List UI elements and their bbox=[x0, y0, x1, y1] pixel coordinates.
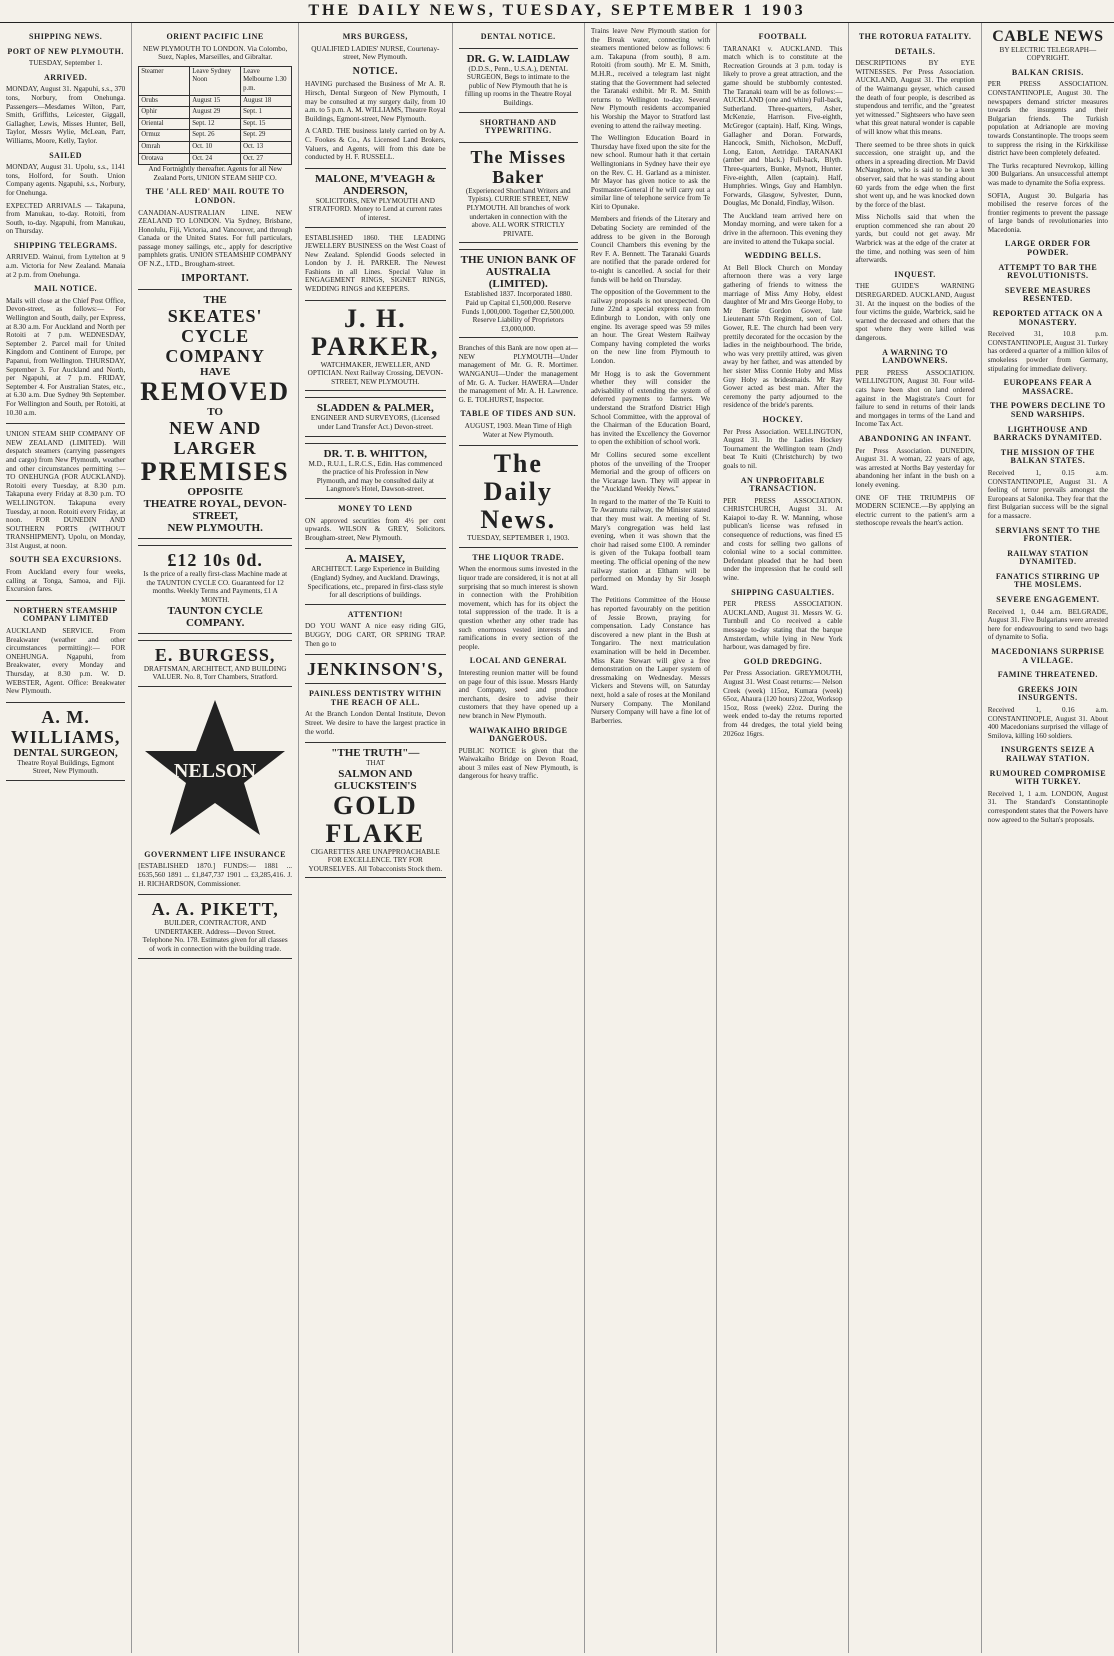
whitton-ad bbox=[305, 443, 446, 499]
dentistry-text: At the Branch London Dental Institute, Devon Street. We desire to have the largest practice in the world. bbox=[305, 710, 446, 736]
laidlaw-text: (D.D.S., Penn., U.S.A.), DENTAL SURGEON, Begs to intimate to the public of New Plymouth that he is filling up rooms in the Theatre Royal Buildings. bbox=[464, 64, 572, 107]
cable-news-heading: CABLE NEWS bbox=[992, 28, 1104, 45]
expected-arrivals: EXPECTED ARRIVALS — Takapuna, from Manukau, to-day. Rotoiti, from South, to-day. Ngapuhi, from Manukau, on Thursday. bbox=[6, 201, 126, 236]
wedding-heading: WEDDING BELLS. bbox=[744, 251, 822, 261]
notice-heading: NOTICE. bbox=[352, 65, 399, 77]
truth-heading: "THE TRUTH"— bbox=[331, 747, 420, 760]
news-paragraph: Members and friends of the Literary and Debating Society are reminded of the address to be given in the Borough Council Chambers this evening by the Rev F. A. Bennett. The Taranaki Guards are notified that the parade ordered for to-night is cancelled. A social for their funds will be held on Thursday. bbox=[590, 215, 711, 284]
table-cell: Ormuz bbox=[139, 130, 190, 142]
burgess-text: DRAFTSMAN, ARCHITECT, AND BUILDING VALUER. No. 8, Torr Chambers, Stratford. bbox=[143, 664, 287, 682]
paper-date: TUESDAY, SEPTEMBER 1, 1903. bbox=[467, 534, 570, 543]
shipping-casualties-heading: SHIPPING CASUALTIES. bbox=[731, 587, 835, 597]
canadian-line-text: CANADIAN-AUSTRALIAN LINE. NEW ZEALAND TO LONDON. Via Sydney, Brisbane, Honolulu, Fiji, Victoria, and Vancouver, and through Canada or the United States. For full particulars, passage money sailings, etc., apply for descriptive pamphlets gratis. UNION STEAMSHIP COMPANY OF N.Z., LTD., Brougham-street. bbox=[138, 208, 293, 269]
mail-notice-heading: MAIL NOTICE. bbox=[34, 284, 98, 294]
bridge-heading: WAIWAKAIHO BRIDGE DANGEROUS. bbox=[468, 725, 568, 744]
laidlaw-ad bbox=[459, 48, 578, 113]
balkan-heading: BALKAN CRISIS. bbox=[1011, 67, 1084, 77]
south-sea-heading: SOUTH SEA EXCURSIONS. bbox=[9, 555, 122, 565]
govt-insurance-heading: GOVERNMENT LIFE INSURANCE bbox=[144, 849, 286, 859]
orient-text: NEW PLYMOUTH TO LONDON. Via Colombo, Suez, Naples, Marseilles, and Gibraltar. bbox=[143, 44, 288, 62]
skeates-removed: REMOVED bbox=[140, 377, 291, 407]
rumoured-text: Received 1, 1 a.m. LONDON, August 31. The Standard's Constantinople correspondent states that the Powers have now agreed to the Sultan's proposals. bbox=[987, 789, 1108, 824]
misses-baker-text: (Experienced Shorthand Writers and Typists). CURRIE STREET, NEW PLYMOUTH. All branches of work undertaken in connection with the above. ALL WORK STRICTLY PRIVATE. bbox=[465, 186, 571, 238]
table-cell: August 18 bbox=[241, 96, 292, 108]
table-header: Steamer bbox=[139, 67, 190, 96]
williams-ad bbox=[6, 702, 125, 781]
balkan-text-3: SOFIA, August 30. Bulgaria has mobilised the reserve forces of the frontier regiments to prevent the passage of large bands of revolutionaries into Macedonia. bbox=[987, 191, 1108, 234]
union-bank-ad bbox=[459, 249, 578, 338]
mail-notice-text: Mails will close at the Chief Post Office, Devon-street, as follows:— For Wellington and South, daily, per Express, at 8.30 a.m. For Auckland and North per Rotoiti at 7 p.m. WEDNESDAY, September 2. Parcel mail for United Kingdom and Continent of Europe, per Papanui, from Wellington. THURSDAY, September 3. For Auckland and North, per Ngapuhi, at 7 p.m. FRIDAY, September 4. For Australian States, etc., at 6.30 a.m. Due Sydney 9th September. For Wellington and South, per Rotoiti, at 10.30 a.m. bbox=[6, 296, 126, 417]
news-paragraph: Trains leave New Plymouth station for the Break water, connecting with steamers mentioned below as follows: 6 a.m. Takapuna (from south), 8 a.m. Rotoiti (from south). Mr E. M. Smith, M.H.R., received a telegram last night stating that the Government had selected the Taranaki exhibit. Mr R. M. Smith returns to Wellington to-day. Several New Plymouth residents accompanied his Worship the Mayor to Stratford last evening to attend the railway meeting. bbox=[590, 27, 711, 130]
shipping-casualties-text: PER PRESS ASSOCIATION. AUCKLAND, August 31. Messrs W. G. Turnbull and Co received a cable message to-day stating that the barque Amsterdam, while lying in New York harbour, was damaged by fire. bbox=[723, 600, 843, 652]
all-red-heading: THE 'ALL RED' MAIL ROUTE TO LONDON. bbox=[145, 187, 285, 205]
table-cell: Oct. 27 bbox=[241, 154, 292, 166]
price-description: Is the price of a really first-class Machine made at the TAUNTON CYCLE CO. Guaranteed for 12 months. Weekly Terms and Payments, £1 A MONTH. bbox=[143, 570, 288, 605]
table-cell: Sept. 12 bbox=[190, 119, 241, 131]
news-paragraph: Mr Hogg is to ask the Government whether they will consider the advisability of extending the system of deferred payments to farmers. We understand the Stratford District High School Committee, with the approval of the Chairman of the Education Board, has invited the Excellency the Governor to open the exhibition of school work. bbox=[590, 369, 711, 447]
inquest-text: THE GUIDE'S WARNING DISREGARDED. AUCKLAND, August 31. At the inquest on the bodies of the four victims the guide, Warbrick, said he warned the deceased and others that the spot where they were killed was dangerous. bbox=[855, 282, 975, 342]
table-cell: Orotava bbox=[139, 154, 190, 166]
skeates-opposite: OPPOSITE bbox=[187, 486, 243, 499]
orient-agents-text: And Fortnightly thereafter. Agents for all New Zealand Ports, UNION STEAM SHIP CO. bbox=[148, 165, 282, 182]
europeans-heading: EUROPEANS FEAR A MASSACRE. bbox=[1003, 378, 1093, 396]
mission-heading: THE MISSION OF THE BALKAN STATES. bbox=[1000, 447, 1095, 466]
maisey-text: ARCHITECT. Large Experience in Building (England) Sydney, and Auckland. Drawings, Specifications, etc., prepared in first-class style for all descriptions of buildings. bbox=[307, 565, 444, 600]
tides-text: AUGUST, 1903. Mean Time of High Water at New Plymouth. bbox=[464, 422, 572, 439]
sladden-ad bbox=[305, 397, 446, 436]
taunton-ad bbox=[138, 545, 292, 633]
gold-flake-text: CIGARETTES ARE UNAPPROACHABLE FOR EXCELLENCE. TRY FOR YOURSELVES. All Tobacconists Stock them. bbox=[308, 847, 443, 873]
sladden-text: ENGINEER AND SURVEYORS, (Licensed under Land Transfer Act.) Devon-street. bbox=[310, 414, 440, 432]
news-paragraph: The opposition of the Government to the railway proposals is not unexpected. On June 22nd a special express ran from Edinburgh to London, with only one engine. Its average speed was 59 miles an hour. The Great Western Railway Company having completed the works on the new line from Plymouth to London. bbox=[590, 288, 711, 365]
arrived-text: MONDAY, August 31. Ngapuhi, s.s., 370 tons, Norbury, from Onehunga. Passengers—Mesdames Wilton, Parr, Smith, Griffiths, Leicester, Giggall, Gallagher, Lewis, Misses Hunter, Bell, Taylor, Messrs Wylie, McLean, Parr, Williams, Moore, Kelly, Taylor. bbox=[6, 85, 126, 145]
laidlaw-name: DR. G. W. LAIDLAW bbox=[466, 52, 570, 65]
column-5 bbox=[585, 23, 717, 1653]
massacres-heading: SEVERE MEASURES RESENTED. bbox=[1004, 285, 1091, 304]
science-text: ONE OF THE TRIUMPHS OF MODERN SCIENCE.—By applying an electric current to the patient's arm a stethoscope reveals the heart's action. bbox=[855, 493, 975, 528]
orient-heading: ORIENT PACIFIC LINE bbox=[166, 32, 264, 41]
village-heading: MACEDONIANS SURPRISE A VILLAGE. bbox=[991, 647, 1105, 665]
skeates-new-larger: NEW AND LARGER bbox=[169, 418, 262, 459]
maisey-name: A. MAISEY, bbox=[345, 553, 405, 566]
table-cell: Sept. 15 bbox=[241, 119, 292, 131]
price-text: £12 10s 0d. bbox=[167, 550, 263, 571]
pikett-ad bbox=[138, 894, 292, 958]
shipping-news-heading: SHIPPING NEWS. bbox=[29, 32, 103, 41]
table-cell: Orubs bbox=[139, 96, 190, 108]
telegrams-heading: SHIPPING TELEGRAMS. bbox=[14, 240, 118, 250]
gold-dredging-heading: GOLD DREDGING. bbox=[743, 656, 823, 666]
hockey-heading: HOCKEY. bbox=[762, 414, 803, 424]
pikett-name: A. A. PIKETT, bbox=[151, 899, 279, 920]
nelson-star-icon bbox=[138, 695, 292, 845]
bank-branches-text: Branches of this Bank are now open at— NEW PLYMOUTH—Under management of Mr. G. R. Mortimer. WANGANUI—Under the management of Mr. G. A. Tucker. HAWERA—Under the management of Mr. A. H. Lawrence. G. E. TOLHURST, Inspector. bbox=[458, 344, 578, 404]
misses-baker-ad bbox=[459, 142, 578, 244]
malone-ad bbox=[305, 168, 446, 228]
maisey-ad bbox=[305, 548, 446, 604]
engagement-heading: SEVERE ENGAGEMENT. bbox=[996, 595, 1100, 605]
shorthand-heading: SHORTHAND AND TYPEWRITING. bbox=[479, 117, 557, 136]
table-cell: Sept. 26 bbox=[190, 130, 241, 142]
skeates-to: TO bbox=[207, 406, 223, 419]
malone-name: MALONE, M'VEAGH & ANDERSON, bbox=[314, 172, 436, 197]
greeks-heading: GREEKS JOIN INSURGENTS. bbox=[1017, 684, 1078, 703]
dental-notice-heading: DENTAL NOTICE. bbox=[480, 32, 556, 41]
table-cell: Sept. 1 bbox=[241, 107, 292, 119]
wedding-text: At Bell Block Church on Monday afternoon there was a very large gathering of friends to witness the marriage of Miss Amy Hoby, eldest daughter of Mr and Mrs George Hoby, to Mr Bertie Gordon Gower, late Lieutenant 57th Regiment, son of Col. Gower, R.E. The church had been very prettily decorated for the occasion by the ladies in the neighbourhood. The bride, who was very prettily attired, was given away by her father, and was attended by her sister Miss Connie Hoby and Miss Guy Hoby as bridesmaids. Mr Ray Gower acted as best man. After the ceremony the party adjourned to the residence of the bride's parents. bbox=[723, 263, 843, 410]
skeates-premises: PREMISES bbox=[140, 457, 290, 487]
lighthouse-heading: LIGHTHOUSE AND BARRACKS DYNAMITED. bbox=[993, 424, 1103, 443]
football-text: TARANAKI v. AUCKLAND. This match which is to constitute at the Recreation Grounds at 3 p.m. today is likely to prove a great attraction, and the game should be stubbornly contested. The Taranaki team will be as follows:— AUCKLAND (one and white) Full-back, Sutherland. Three-quarters, Asher, McKenzie, Harrison. Five-eighth, McGregor (captain). Half, King. Wings, Gallagher and Doran. Forwards, Hancock, Smith, Nicholson, McDuff, Long, Eaton, Aetridge. TARANAKI (amber and black.) Full-back, Blyth. Three-quarters, Bunke, Mynott, Hunter. Five-eighth, Allen (captain). Half, Humphries. Wings, Guy and Hamblyn. Forwards, Glasgow, Sylvester, Dunn, Douglas, Mc Donald, Findlay, Wilson. bbox=[723, 44, 843, 208]
abandoning-heading: ABANDONING AN INFANT. bbox=[858, 433, 972, 443]
column-1 bbox=[0, 23, 132, 1653]
newspaper-page bbox=[0, 23, 1114, 1653]
local-general-text: Interesting reunion matter will be found on page four of this issue. Messrs Hardy and Company, seed and produce merchants, desire to advise their customers that they have opened up a new branch in New Plymouth. bbox=[458, 668, 578, 720]
table-header: Leave Melbourne 1.30 p.m. bbox=[241, 67, 292, 96]
table-cell: August 15 bbox=[190, 96, 241, 108]
balkan-text-2: The Turks recaptured Nevrokop, killing 300 Bulgarians. An unsuccessful attempt was made to dynamite the Sofia express. bbox=[987, 161, 1108, 187]
jenkinson-ad bbox=[305, 654, 446, 684]
card-text: A CARD. THE business lately carried on by A. C. Fookes & Co., As Licensed Land Brokers, Valuers, and Agents, will from this date be conducted by H. F. RUSSELL. bbox=[305, 127, 446, 162]
inquest-heading: INQUEST. bbox=[894, 269, 936, 279]
jewellery-text: ESTABLISHED 1860. THE LEADING JEWELLERY BUSINESS on the West Coast of New Zealand. Splendid Goods selected in London by J. H. PARKER. The Newest Fashions in all Lines. Special Value in ENGAGEMENT RINGS, SIGNET RINGS, WEDDING RINGS and KEEPERS. bbox=[305, 233, 446, 294]
star-label: NELSON bbox=[174, 759, 257, 782]
table-cell: Oct. 10 bbox=[190, 142, 241, 154]
sladden-name: SLADDEN & PALMER, bbox=[316, 402, 434, 415]
football-text-2: The Auckland team arrived here on Monday morning, and were taken for a drive in the afternoon. This evening they are invited to attend the Tukapa social. bbox=[723, 211, 843, 246]
liquor-text: When the enormous sums invested in the liquor trade are considered, it is not at all surprising that so much interest is shown in connection with the Prohibition movement, which has for its object the total suppression of the trade. It is a question whether any other trade has such enormous vested interests and ramifications in every section of the people. bbox=[458, 565, 578, 651]
daily-news-title bbox=[459, 445, 578, 548]
northern-steamship-heading: NORTHERN STEAMSHIP COMPANY LIMITED bbox=[13, 605, 118, 624]
notice-text: HAVING purchased the Business of Mr A. R. Hirsch, Dental Surgeon of New Plymouth, I may be consulted at my surgery daily, from 10 a.m. to 5 p.m. A. M. WILLIAMS, Theatre Royal Buildings, Egmont-street, New Plymouth. bbox=[305, 80, 446, 123]
burgess-nurse-text: QUALIFIED LADIES' NURSE, Courtenay-street, New Plymouth. bbox=[311, 44, 440, 62]
williams-name: A. M. WILLIAMS, bbox=[10, 706, 121, 747]
burgess-name: E. BURGESS, bbox=[154, 644, 276, 665]
table-cell: August 29 bbox=[190, 107, 241, 119]
details-text-2: There seemed to be three shots in quick succession, one straight up, and the others in a spreading direction. Mr David McNaughton, who is said to be a keen observer, said that he was standing about 60 yards from the edge when the first shot went up, and he was knocked down by the force of the blast. bbox=[855, 140, 975, 209]
abandoning-text: Per Press Association. DUNEDIN, August 31. A woman, 22 years of age, was arrested at Norths Bay yesterday for abandoning her infant in the bush on a lonely evening. bbox=[855, 446, 975, 489]
money-heading: MONEY TO LEND bbox=[338, 504, 413, 513]
table-cell: Omrah bbox=[139, 142, 190, 154]
orient-schedule-table bbox=[138, 66, 292, 165]
balkan-text: PER PRESS ASSOCIATION. CONSTANTINOPLE, August 30. The newspapers demand stricter measures towards the insurgents and their Bulgarian friends. The Turkish population at Adrianople are moving towards Constantinople. The troops seem to suppress the rising in the Kirkkilisse district have been completely defeated. bbox=[987, 80, 1108, 158]
cable-subtitle: BY ELECTRIC TELEGRAPH—COPYRIGHT. bbox=[999, 45, 1097, 63]
warning-heading: A WARNING TO LANDOWNERS. bbox=[882, 347, 949, 366]
column-6 bbox=[717, 23, 849, 1653]
malone-text: SOLICITORS, NEW PLYMOUTH AND STRATFORD. Money to Lend at current rates of interest. bbox=[308, 196, 443, 222]
important-heading: IMPORTANT. bbox=[181, 272, 250, 284]
football-heading: FOOTBALL bbox=[758, 32, 808, 41]
salmon-name: SALMON AND GLUCKSTEIN'S bbox=[334, 767, 417, 792]
liquor-heading: THE LIQUOR TRADE. bbox=[472, 552, 565, 562]
parker-text: WATCHMAKER, JEWELLER, AND OPTICIAN. Next Railway Crossing, DEVON-STREET, NEW PLYMOUTH. bbox=[307, 360, 443, 386]
mission-text: Received 1, 0.15 a.m. CONSTANTINOPLE, August 31. A feeling of terror prevails amongst the Europeans at Salonika. They fear that the first Bulgarian success will be the signal for a massacre. bbox=[987, 468, 1108, 520]
money-text: ON approved securities from 4½ per cent upwards. WILSON & GREY, Solicitors. Brougham-street, New Plymouth. bbox=[305, 516, 446, 542]
dentistry-heading: PAINLESS DENTISTRY WITHIN THE REACH OF ALL. bbox=[309, 689, 442, 707]
railway-station-heading: RAILWAY STATION DYNAMITED. bbox=[1007, 548, 1089, 567]
skeates-theatre: THEATRE ROYAL, DEVON-STREET, bbox=[143, 498, 287, 523]
news-paragraph: Mr Collins secured some excellent photos of the unveiling of the Trooper Memorial and the group of officers on the Vicarage lawn. They will appear in the "Auckland Weekly News." bbox=[590, 450, 711, 494]
northern-steamship-text: AUCKLAND SERVICE. From Breakwater (weather and other circumstances permitting):— FOR ONEHUNGA. Ngapuhi, from Breakwater, every Monday and Thursday, at 8.30 p.m. W. D. WEBSTER, Agent. Office: Breakwater New Plymouth. bbox=[6, 627, 126, 696]
williams-address: Theatre Royal Buildings, Egmont Street, New Plymouth. bbox=[17, 758, 115, 776]
powers-heading: THE POWERS DECLINE TO SEND WARSHIPS. bbox=[989, 401, 1106, 419]
arrived-heading: ARRIVED. bbox=[43, 72, 88, 82]
skeates-name: SKEATES' CYCLE COMPANY bbox=[165, 306, 265, 367]
divider bbox=[6, 600, 125, 601]
monastery-heading: REPORTED ATTACK ON A MONASTERY. bbox=[992, 309, 1103, 327]
skeates-the: THE bbox=[203, 294, 227, 307]
gold-dredging-text: Per Press Association. GREYMOUTH, August 31. West Coast returns:— Nelson Creek (week) 115oz, Kumara (week) 65oz, Ahaura (120 hours) 22oz, Worksop 15oz, Ross (week) 22oz. During the week ended to-day the returns reported from 44 dredges, the total yield being 2026oz 16grs. bbox=[723, 669, 843, 738]
parker-name: J. H. PARKER, bbox=[311, 303, 440, 361]
sailed-heading: SAILED bbox=[49, 150, 83, 160]
skeates-have: HAVE bbox=[199, 366, 231, 379]
monastery-text: Received 31, 10.8 p.m. CONSTANTINOPLE, August 31. Turkey has ordered a quarter of a million kilos of smokeless powder from Germany, stipulating for immediate delivery. bbox=[987, 330, 1108, 373]
servians-heading: SERVIANS SENT TO THE FRONTIER. bbox=[995, 525, 1101, 544]
attention-heading: ATTENTION! bbox=[347, 609, 403, 619]
details-text-3: Miss Nicholls said that when the eruption commenced she ran about 20 yards, but could not get away. Mr Warbrick was at the edge of the crater at the time, and nothing was seen of him afterwards. bbox=[855, 213, 975, 265]
sailed-text: MONDAY, August 31. Upolu, s.s., 1141 tons, Holford, for South. Union Company agents. Ngapuhi, s.s., Norbury, for Onehunga. bbox=[6, 163, 126, 197]
gold-flake-ad bbox=[305, 742, 446, 878]
union-bank-name: THE UNION BANK OF AUSTRALIA (LIMITED). bbox=[460, 254, 576, 291]
column-7 bbox=[849, 23, 981, 1653]
divider bbox=[6, 423, 125, 424]
gold-flake-name: GOLD FLAKE bbox=[325, 790, 426, 848]
unprofitable-heading: AN UNPROFITABLE TRANSACTION. bbox=[740, 475, 825, 494]
powder-heading: LARGE ORDER FOR POWDER. bbox=[1004, 239, 1091, 258]
port-heading: PORT OF NEW PLYMOUTH. bbox=[7, 46, 124, 56]
masthead-title: THE DAILY NEWS, TUESDAY, SEPTEMBER 1 1903 bbox=[308, 2, 806, 19]
seize-railway-heading: INSURGENTS SEIZE A RAILWAY STATION. bbox=[1000, 745, 1095, 763]
warning-text: PER PRESS ASSOCIATION. WELLINGTON, August 30. Four wild-cats have been shot on land ordered against in the Magistrate's Court for failure to send in returns of their lands and mortgages in terms of the Land and Income Tax Act. bbox=[855, 368, 975, 429]
whitton-text: M.D., R.U.I., L.R.C.S., Edin. Has commenced the practice of his Profession in New Plymouth, and may be consulted daily at Langmore's Hotel, Dawson-street. bbox=[308, 459, 443, 494]
bridge-text: PUBLIC NOTICE is given that the Waiwakaiho Bridge on Devon Road, about 3 miles east of New Plymouth, is dangerous for heavy traffic. bbox=[458, 746, 578, 781]
news-paragraph: The Petitions Committee of the House has reported favourably on the petition of Jessie Brown, praying for compensation. Lady Constance has discovered a new plant in the Bush at Tongariro. The next matriculation examination will be held in December. Miss Kate Stewart will give a free demonstration on the Lauper system of dressmaking on Wednesday. Messrs Vickers and Stevens will, on Saturday next, hold a sale of roses at the Moniland Nursery Company. The Moniland Nursery Company will have a fine lot of Barberries. bbox=[590, 596, 711, 725]
column-8 bbox=[982, 23, 1114, 1653]
fanatics-heading: FANATICS STIRRING UP THE MOSLEMS. bbox=[995, 571, 1100, 590]
details-heading: DETAILS. bbox=[894, 46, 936, 56]
dateline: TUESDAY, September 1. bbox=[28, 59, 103, 68]
paper-name: The Daily News. bbox=[480, 449, 557, 535]
williams-title: DENTAL SURGEON, bbox=[13, 746, 118, 759]
news-paragraph: In regard to the matter of the Te Kuiti to Te Awamutu railway, the Minister stated that they must wait. A meeting of St. Mary's congregation was held last evening, when it was shown that the choir had raised some £100. A reminder is given of the Tukapa football team meeting. The official opening of the new railway station at Eltham will be performed on Monday by Sir Joseph Ward. bbox=[590, 497, 711, 592]
govt-insurance-text: [ESTABLISHED 1870.] FUNDS:— 1881 ... £635,560 1891 ... £1,847,737 1901 ... £3,285,416. J. H. RICHARDSON, Commissioner. bbox=[138, 862, 293, 888]
skeates-ad bbox=[138, 289, 292, 539]
table-cell: Ophir bbox=[139, 107, 190, 119]
star-graphic-icon bbox=[140, 695, 290, 845]
column-2 bbox=[132, 23, 299, 1653]
burgess-ad bbox=[138, 640, 292, 687]
table-cell: Oct. 24 bbox=[190, 154, 241, 166]
telegrams-text: ARRIVED. Wainui, from Lyttelton at 9 a.m. Victoria for New Zealand. Manaia at 2 p.m. from Onehunga. bbox=[6, 253, 126, 279]
table-cell: Sept. 29 bbox=[241, 130, 292, 142]
engagement-text: Received 1, 0.44 a.m. BELGRADE, August 31. Five Bulgarians were arrested here for endeavouring to send two bags of dynamite to Sofia. bbox=[987, 607, 1108, 642]
table-cell: Oriental bbox=[139, 119, 190, 131]
south-sea-text: From Auckland every four weeks, calling at Tonga, Samoa, and Fiji. Excursion fares. bbox=[6, 568, 126, 594]
misses-baker-name: The Misses Baker bbox=[470, 146, 566, 187]
whitton-name: DR. T. B. WHITTON, bbox=[323, 447, 428, 460]
news-paragraph: The Wellington Education Board in Thursday have fixed upon the site for the new school. Rumour hath it that certain Wellingtonians in Sydney have their eye on the Rev. C. H. Garland as a minister. Mr Mayor has given notice to ask the Postmaster-General if he will carry out a similar line of telephone service from Te Kiri to Opunake. bbox=[590, 134, 711, 211]
tides-heading: TABLE OF TIDES AND SUN. bbox=[460, 409, 577, 419]
local-general-heading: LOCAL AND GENERAL bbox=[469, 656, 567, 666]
hockey-text: Per Press Association. WELLINGTON, August 31. In the Ladies Hockey Tournament the Wellington team (2nd) beat Te Kuiti (Christchurch) by two goals to nil. bbox=[723, 427, 843, 470]
table-cell: Oct. 13 bbox=[241, 142, 292, 154]
jenkinson-name: JENKINSON'S, bbox=[307, 659, 444, 680]
details-text: DESCRIPTIONS BY EYE WITNESSES. Per Press Association. AUCKLAND, August 31. The eruption of the Waimangu geyser, which caused the death of four people, is described as stupendous and terrific, and the "greatest yet witnessed." Sightseers who have seen what this great natural wonder is capable of will know what this means. bbox=[855, 59, 975, 136]
column-4 bbox=[453, 23, 585, 1653]
revolutionists-heading: ATTEMPT TO BAR THE REVOLUTIONISTS. bbox=[998, 262, 1098, 281]
union-bank-text: Established 1837. Incorporated 1880. Paid up Capital £1,500,000. Reserve Funds 1,000,000. Together £2,500,000. Reserve Liability of Proprietors £3,000,000. bbox=[461, 290, 575, 333]
masthead bbox=[0, 0, 1114, 23]
attention-text: DO YOU WANT A nice easy riding GIG, BUGGY, DOG CART, OR SPRING TRAP. Then go to bbox=[305, 622, 446, 648]
rumoured-heading: RUMOURED COMPROMISE WITH TURKEY. bbox=[989, 768, 1107, 787]
truth-that: THAT bbox=[366, 759, 385, 768]
greeks-text: Received 1, 0.16 a.m. CONSTANTINOPLE, August 31. About 400 Macedonians surprised the village of Smilova, killing 160 soldiers. bbox=[987, 706, 1108, 740]
union-shipping-text: UNION STEAM SHIP COMPANY OF NEW ZEALAND (LIMITED). Will despatch steamers (carrying passengers and cargo) from New Plymouth, weather and other circumstances permitting :— TO ONEHUNGA (FOR AUCKLAND). Rotoiti every Tuesday, at 8.30 p.m. Takapuna every Friday at 8.30 p.m. TO WELLINGTON. Takapuna every Tuesday, at noon. Rotoiti every Friday, at noon. FOR DUNEDIN AND SOUTHERN PORTS (WITHOUT TRANSHIPMENT). Upolu, on Monday, 31st August, at noon. bbox=[6, 430, 126, 550]
famine-heading: FAMINE THREATENED. bbox=[997, 670, 1098, 680]
unprofitable-text: PER PRESS ASSOCIATION. CHRISTCHURCH, August 31. At Kaiapoi to-day R. W. Manning, whose publican's license was refused in consequence of reductions, was fined £5 and costs for selling two gallons of colonial wine to a social committee. Defendant pleaded that he had been under the impression that he could sell wine. bbox=[723, 496, 843, 583]
parker-ad bbox=[305, 300, 446, 392]
column-3 bbox=[299, 23, 453, 1653]
taunton-name: TAUNTON CYCLE COMPANY. bbox=[167, 604, 263, 629]
burgess-nurse-heading: MRS BURGESS, bbox=[342, 32, 408, 41]
table-header: Leave Sydney Noon bbox=[190, 67, 241, 96]
skeates-town: NEW PLYMOUTH. bbox=[167, 522, 263, 535]
rotorua-heading: THE ROTORUA FATALITY. bbox=[858, 32, 972, 41]
pikett-text: BUILDER, CONTRACTOR, AND UNDERTAKER. Address—Devon Street. Telephone No. 178. Estimates given for all classes of work in connection with the building trade. bbox=[142, 919, 288, 953]
